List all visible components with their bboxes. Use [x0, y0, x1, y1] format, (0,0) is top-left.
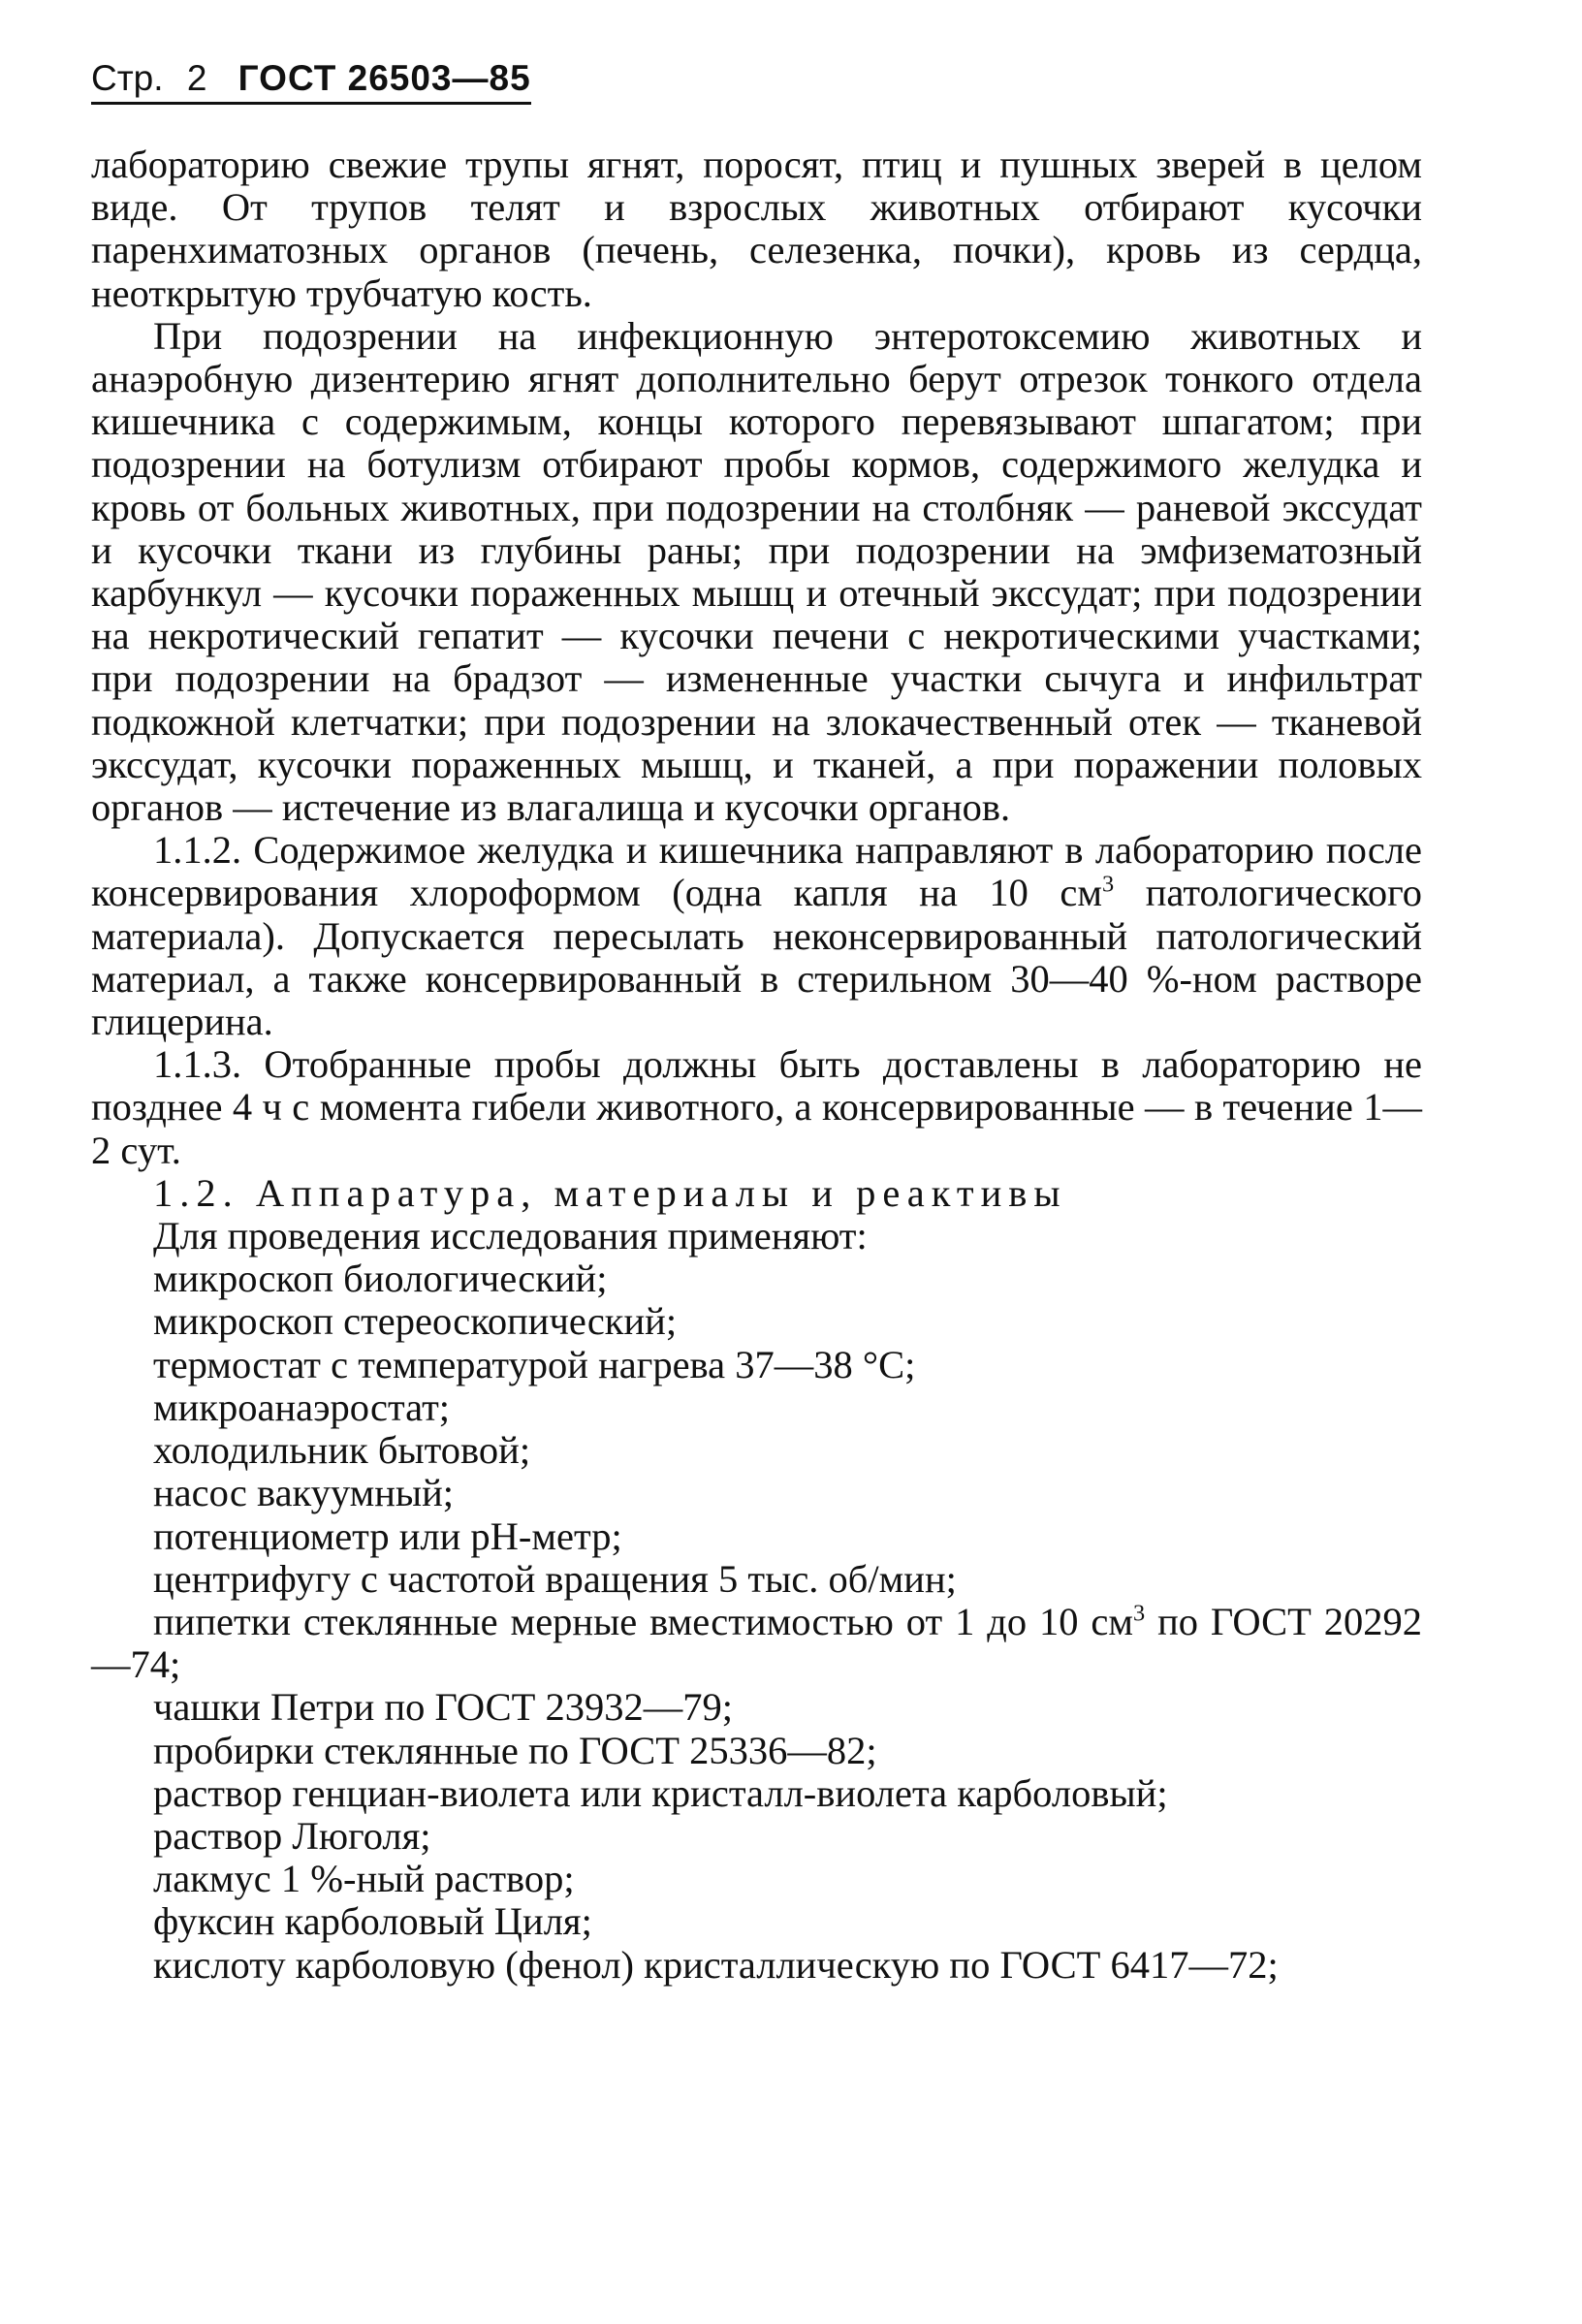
- list-item: раствор Люголя;: [153, 1813, 431, 1858]
- list-item: [91, 1601, 1422, 1686]
- list-item: лакмус 1 %-ный раствор;: [153, 1857, 575, 1901]
- list-item: кислоту карболовую (фенол) кристаллическую по ГОСТ 6417—72;: [153, 1942, 1279, 1987]
- page-label: Стр.: [91, 58, 164, 98]
- list-item: чашки Петри по ГОСТ 23932—79;: [153, 1685, 734, 1730]
- document-body: [91, 143, 1422, 1987]
- list-item: холодильник бытовой;: [153, 1428, 531, 1473]
- paragraph-1-1-2: [91, 829, 1422, 1043]
- page-number: 2: [186, 58, 207, 98]
- list-item: термостат с температурой нагрева 37—38 °С;: [153, 1342, 916, 1386]
- list-item: микроскоп стереоскопический;: [153, 1299, 678, 1344]
- list-item: микроскоп биологический;: [153, 1257, 608, 1301]
- list-item: раствор генциан-виолета или кристалл-виолета карболовый;: [153, 1770, 1168, 1815]
- list-intro: Для проведения исследования применяют:: [153, 1214, 868, 1258]
- list-item: насос вакуумный;: [153, 1471, 455, 1515]
- item-superscript: 3: [1133, 1600, 1146, 1627]
- list-item: пробирки стеклянные по ГОСТ 25336—82;: [153, 1728, 877, 1772]
- p2-superscript: 3: [1102, 871, 1115, 898]
- item-text-a: пипетки стеклянные мерные вместимостью от 1 до 10 см: [153, 1599, 1134, 1643]
- standard-number: ГОСТ 26503—85: [237, 58, 531, 98]
- item-text-b: по ГОСТ 20292—74;: [91, 1599, 1422, 1687]
- list-item: центрифугу с частотой вращения 5 тыс. об/мин;: [153, 1556, 957, 1601]
- list-item: фуксин карболовый Циля;: [153, 1899, 592, 1944]
- list-item: микроанаэростат;: [153, 1385, 451, 1429]
- paragraph-1-1-3: 1.1.3. Отобранные пробы должны быть доставлены в лабораторию не позднее 4 ч с момента гибели животного, а консервированные — в течение 1—2 сут.: [91, 1042, 1422, 1172]
- page-header: [91, 60, 531, 105]
- section-heading: 1.2. Аппаратура, материалы и реактивы: [153, 1170, 1067, 1215]
- paragraph-sampling: При подозрении на инфекционную энтеротоксемию животных и анаэробную дизентерию ягнят дополнительно берут отрезок тонкого отдела кишечника с содержимым, концы которого перевязывают шпагатом; при подозрении на ботулизм отбирают пробы кормов, содержимого желудка и кровь от больных животных, при подозрении на столбняк — раневой экссудат и кусочки ткани из глубины раны; при подозрении на эмфизематозный карбункул — кусочки пораженных мышц и отечный экссудат; при подозрении на некротический гепатит — кусочки печени с некротическими участками; при подозрении на брадзот — измененные участки сычуга и инфильтрат подкожной клетчатки; при подозрении на злокачественный отек — тканевой экссудат, кусочки пораженных мышц, и тканей, а при поражении половых органов — истечение из влагалища и кусочки органов.: [91, 313, 1422, 830]
- list-item: потенциометр или рН-метр;: [153, 1513, 622, 1558]
- p2-text-a: 1.1.2. Содержимое желудка и кишечника направляют в лабораторию после консервирования хлороформом (одна капля на 10 см: [91, 828, 1422, 915]
- p2-text-b: патологического материала). Допускается пересылать неконсервированный патологический материал, а также консервированный в стерильном 30—40 %-ном растворе глицерина.: [91, 871, 1422, 1044]
- paragraph-continued: лабораторию свежие трупы ягнят, поросят, птиц и пушных зверей в целом виде. От трупов телят и взрослых животных отбирают кусочки паренхиматозных органов (печень, селезенка, почки), кровь из сердца, неоткрытую трубчатую кость.: [91, 143, 1422, 315]
